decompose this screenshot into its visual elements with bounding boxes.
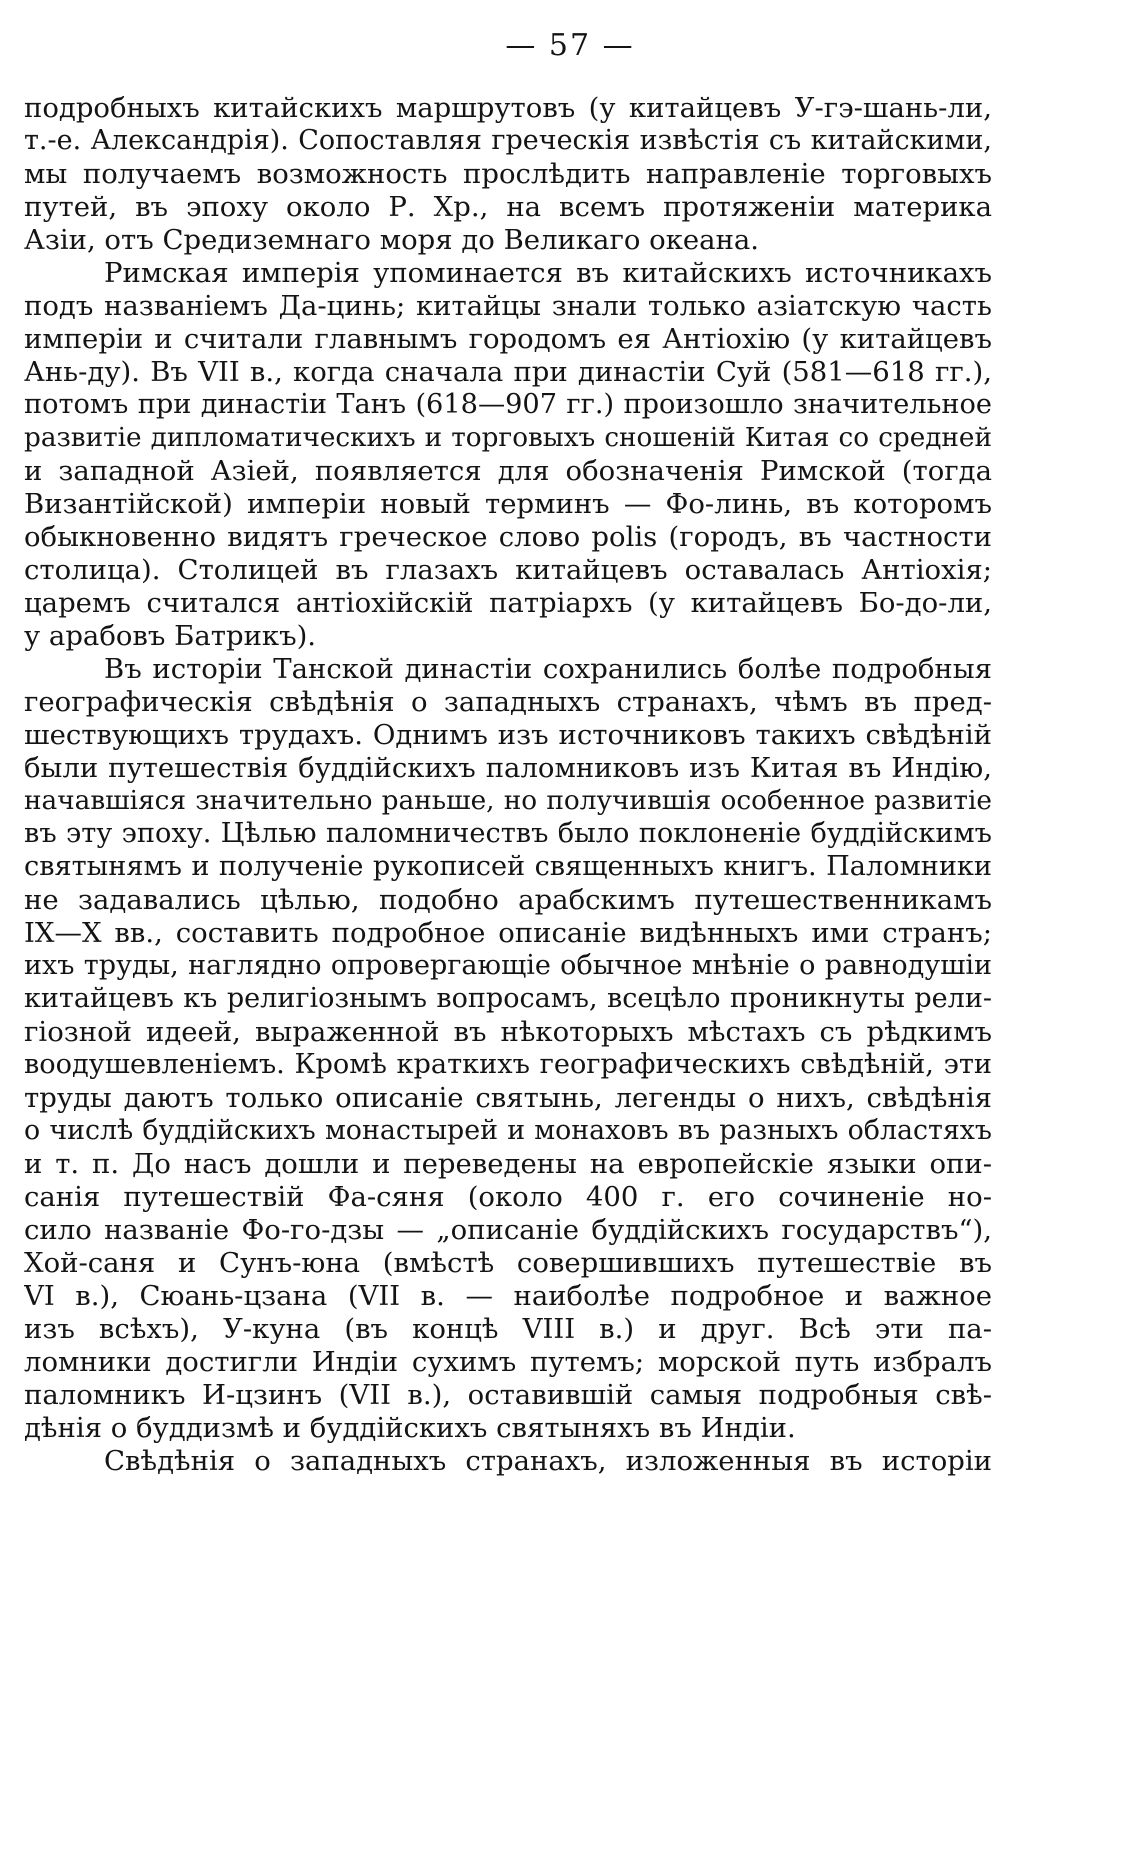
text-line: царемъ считался антіохійскій патріархъ (у китайцевъ Бо-до-ли, [24,587,992,619]
text-line: имперіи и считали главнымъ городомъ ея Антіохію (у китайцевъ [24,323,992,355]
text-line: Азіи, отъ Средиземнаго моря до Великаго океана. [24,224,760,256]
text-line: ломники достигли Индіи сухимъ путемъ; морской путь избралъ [24,1346,992,1378]
text-line: VI в.), Сюань-цзана (VII в. — наиболѣе подробное и важное [24,1280,992,1312]
text-line: потомъ при династіи Танъ (618—907 гг.) произошло значительное [24,389,992,420]
text-line: дѣнія о буддизмѣ и буддійскихъ святыняхъ въ Индіи. [24,1412,796,1444]
text-line: изъ всѣхъ), У-куна (въ концѣ VIII в.) и друг. Всѣ эти па- [24,1313,992,1345]
text-line: столица). Столицей въ глазахъ китайцевъ оставалась Антіохія; [24,554,992,586]
page-number: — 57 — [505,28,635,63]
text-line: подробныхъ китайскихъ маршрутовъ (у китайцевъ У-гэ-шань-ли, [24,92,992,124]
text-line: и западной Азіей, появляется для обозначенія Римской (тогда [24,455,992,487]
text-line: развитіе дипломатическихъ и торговыхъ сношеній Китая со средней [24,423,992,453]
text-line: географическія свѣдѣнія о западныхъ странахъ, чѣмъ въ пред- [24,686,992,718]
text-line: въ эту эпоху. Цѣлью паломничествъ было поклоненіе буддійскимъ [24,818,992,849]
text-line: о числѣ буддійскихъ монастырей и монаховъ въ разныхъ областяхъ [24,1115,992,1146]
text-line: труды даютъ только описаніе святынь, легенды о нихъ, свѣдѣнія [24,1082,992,1114]
text-line: воодушевленіемъ. Кромѣ краткихъ географическихъ свѣдѣній, эти [24,1049,992,1080]
text-line: китайцевъ къ религіознымъ вопросамъ, всецѣло проникнуты рели- [24,983,992,1014]
text-line: паломникъ И-цзинъ (VII в.), оставившій самыя подробныя свѣ- [24,1379,992,1411]
text-line: ихъ труды, наглядно опровергающіе обычное мнѣніе о равнодушіи [24,950,992,981]
text-line: шествующихъ трудахъ. Однимъ изъ источниковъ такихъ свѣдѣній [24,719,992,751]
text-line: мы получаемъ возможность прослѣдить направленіе торговыхъ [24,158,992,190]
text-line: подъ названіемъ Да-цинь; китайцы знали только азіатскую часть [24,290,992,322]
text-line: не задавались цѣлью, подобно арабскимъ путешественникамъ [24,884,992,916]
text-line: святынямъ и полученіе рукописей священныхъ книгъ. Паломники [24,851,992,882]
text-line: гіозной идеей, выраженной въ нѣкоторыхъ мѣстахъ съ рѣдкимъ [24,1016,992,1048]
text-line: и т. п. До насъ дошли и переведены на европейскіе языки опи- [24,1148,992,1180]
paragraph-start: Въ исторіи Танской династіи сохранились болѣе подробныя [104,653,992,685]
text-line: санія путешествій Фа-сяня (около 400 г. его сочиненіе но- [24,1181,992,1213]
text-line: сило названіе Фо-го-дзы — „описаніе буддійскихъ государствъ“), [24,1214,992,1246]
text-line: обыкновенно видятъ греческое слово polis (городъ, въ частности [24,521,992,553]
text-line: Византійской) имперіи новый терминъ — Фо-линь, въ которомъ [24,488,992,520]
paragraph-start: Свѣдѣнія о западныхъ странахъ, изложенныя въ исторіи [104,1445,992,1477]
text-line: у арабовъ Батрикъ). [24,620,317,652]
text-line: т.-е. Александрія). Сопоставляя греческія извѣстія съ китайскими, [24,125,992,156]
paragraph-start: Римская имперія упоминается въ китайскихъ источникахъ [104,257,992,289]
text-line: Хой-саня и Сунъ-юна (вмѣстѣ совершившихъ путешествіе въ [24,1247,992,1279]
text-line: начавшіяся значительно раньше, но получившія особенное развитіе [24,786,992,816]
text-line: были путешествія буддійскихъ паломниковъ изъ Китая въ Индію, [24,752,992,784]
text-line: IX—X вв., составить подробное описаніе видѣнныхъ ими странъ; [24,917,992,949]
text-line: Ань-ду). Въ VII в., когда сначала при династіи Суй (581—618 гг.), [24,356,992,388]
text-line: путей, въ эпоху около Р. Хр., на всемъ протяженіи материка [24,191,992,223]
